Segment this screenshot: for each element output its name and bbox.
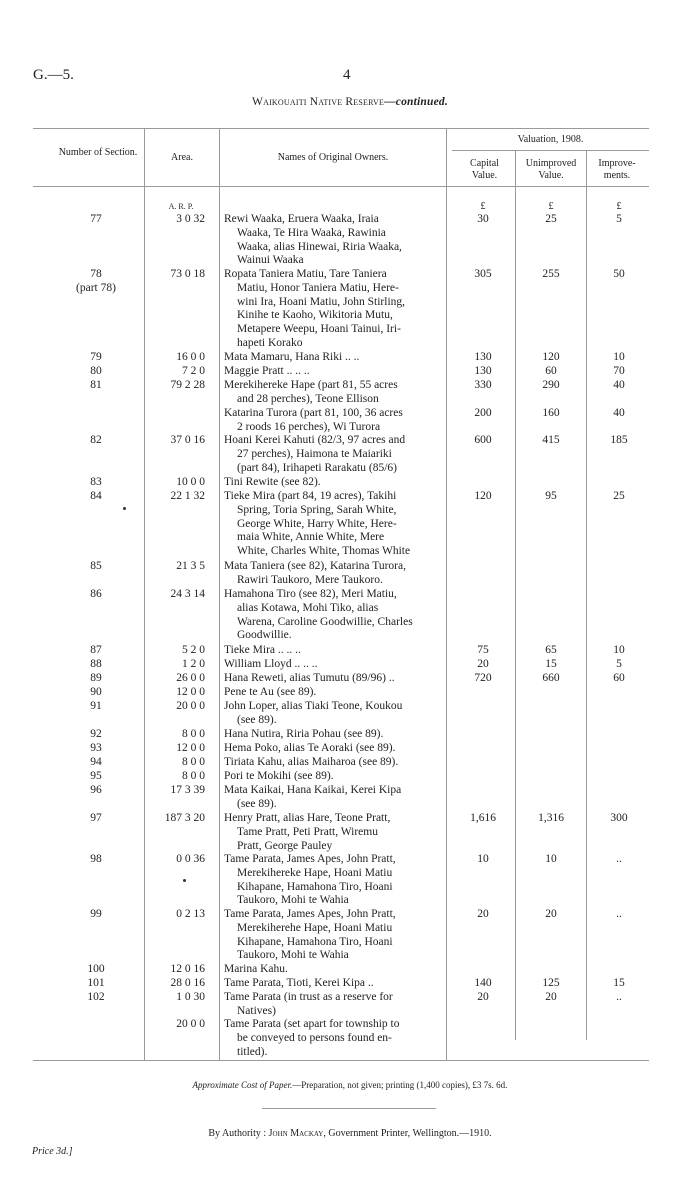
- section-number: 88: [90, 658, 102, 670]
- section-number: 83: [90, 476, 102, 488]
- capital-value: 30: [477, 213, 489, 225]
- area-value: 26 0 0: [176, 672, 205, 684]
- header-section: Number of Section.: [58, 147, 138, 158]
- owner-line: hapeti Korako: [237, 336, 303, 349]
- owner-line: Metapere Weepu, Hoani Tainui, Iri-: [237, 323, 401, 336]
- owner-line: Rawiri Taukoro, Mere Taukoro.: [237, 573, 383, 586]
- header-area: Area.: [171, 152, 193, 163]
- section-number: 94: [90, 756, 102, 768]
- section-number: 77: [90, 213, 102, 225]
- capital-value: 305: [474, 268, 492, 280]
- owner-names: [224, 812, 442, 853]
- price: Price 3d.]: [32, 1146, 73, 1157]
- owner-line: Tame Parata, James Apes, John Pratt,: [224, 908, 396, 920]
- improvements-value: ..: [616, 908, 622, 920]
- section-number: 95: [90, 770, 102, 782]
- owner-line: Maggie Pratt .. .. ..: [224, 365, 310, 377]
- page-number: 4: [343, 67, 351, 83]
- area-value: 1 0 30: [176, 991, 205, 1003]
- capital-currency: £: [480, 201, 486, 212]
- bottom-rule: [33, 1060, 649, 1061]
- owner-line: Tini Rewite (see 82).: [224, 476, 321, 488]
- owner-line: Tieke Mira .. .. ..: [224, 644, 301, 656]
- header-bottom-rule: [33, 186, 649, 187]
- column-rule-3: [446, 128, 447, 1060]
- improvements-value: 300: [610, 812, 628, 824]
- unimproved-value: 65: [545, 644, 557, 656]
- print-speck: [183, 879, 186, 882]
- improvements-value: ..: [616, 853, 622, 865]
- owner-line: Taukoro, Mohi te Wahia: [237, 949, 349, 962]
- unimproved-value: 10: [545, 853, 557, 865]
- owner-line: Mata Taniera (see 82), Katarina Turora,: [224, 560, 406, 572]
- area-value: 8 0 0: [182, 756, 205, 768]
- owner-line: Goodwillie.: [237, 629, 292, 642]
- owner-names: [224, 644, 442, 658]
- owner-line: Kihapane, Hamahona Tiro, Hoani: [237, 880, 393, 893]
- improvements-value: 40: [613, 407, 625, 419]
- unimproved-value: 15: [545, 658, 557, 670]
- owner-names: [224, 991, 442, 1019]
- owner-line: Kinihe te Kaoho, Wikitoria Mutu,: [237, 309, 393, 322]
- owner-names: [224, 963, 442, 977]
- owner-line: 2 roods 16 perches), Wi Turora: [237, 420, 381, 433]
- area-value: 73 0 18: [170, 268, 205, 280]
- section-number: 82: [90, 434, 102, 446]
- unimproved-value: 20: [545, 991, 557, 1003]
- capital-value: 130: [474, 365, 492, 377]
- table-title-main: Waikouaiti Native Reserve: [252, 96, 385, 108]
- authority-suffix: , Government Printer, Wellington.—1910.: [323, 1128, 492, 1139]
- owner-line: Ropata Taniera Matiu, Tare Taniera: [224, 268, 387, 280]
- capital-value: 20: [477, 908, 489, 920]
- area-value: 22 1 32: [170, 490, 205, 502]
- improvements-value: 70: [613, 365, 625, 377]
- unimproved-value: 125: [542, 977, 560, 989]
- authority-name: John Mackay: [268, 1128, 324, 1139]
- section-sub: (part 78): [76, 281, 116, 294]
- owner-line: (see 89).: [237, 713, 277, 726]
- owner-names: [224, 407, 442, 435]
- unimproved-value: 660: [542, 672, 560, 684]
- owner-line: maia White, Annie White, Mere: [237, 531, 385, 544]
- owner-line: Merekiherehe Hape, Hoani Matiu: [237, 921, 393, 934]
- capital-value: 1,616: [470, 812, 496, 824]
- owner-line: Merekihereke Hape, Hoani Matiu: [237, 866, 393, 879]
- unimproved-value: 290: [542, 379, 560, 391]
- owner-line: Hoani Kerei Kahuti (82/3, 97 acres and: [224, 434, 406, 446]
- owner-line: Wainui Waaka: [237, 254, 304, 267]
- section-number: 87: [90, 644, 102, 656]
- area-value: 79 2 28: [170, 379, 205, 391]
- area-value: 37 0 16: [170, 434, 205, 446]
- unimproved-value: 25: [545, 213, 557, 225]
- owner-line: Tieke Mira (part 84, 19 acres), Takihi: [224, 490, 397, 502]
- improvements-currency: £: [616, 201, 622, 212]
- section-number: 86: [90, 588, 102, 600]
- owner-names: [224, 742, 442, 756]
- owner-names: [224, 1018, 442, 1059]
- cost-note-label: Approximate Cost of Paper.: [192, 1080, 293, 1090]
- section-number: 80: [90, 365, 102, 377]
- section-number: 101: [87, 977, 105, 989]
- area-value: 8 0 0: [182, 728, 205, 740]
- owner-names: [224, 686, 442, 700]
- cost-note-text: —Preparation, not given; printing (1,400 copies), £3 7s. 6d.: [292, 1080, 508, 1090]
- section-number: 79: [90, 351, 102, 363]
- owner-line: Matiu, Honor Taniera Matiu, Here-: [237, 281, 399, 294]
- improvements-value: 185: [610, 434, 628, 446]
- owner-names: [224, 728, 442, 742]
- capital-value: 200: [474, 407, 492, 419]
- header-capital: Capital Value.: [470, 158, 499, 181]
- area-value: 24 3 14: [170, 588, 205, 600]
- header-owners: Names of Original Owners.: [277, 152, 389, 163]
- section-number: 78 (part 78): [48, 268, 144, 296]
- owner-names: [224, 977, 442, 991]
- table-title-continued: —continued.: [384, 96, 448, 108]
- owner-line: William Lloyd .. .. ..: [224, 658, 318, 670]
- capital-value: 140: [474, 977, 492, 989]
- owner-names: [224, 560, 442, 588]
- owner-line: Pratt, George Pauley: [237, 839, 333, 852]
- owner-line: Pori te Mokihi (see 89).: [224, 770, 334, 782]
- owner-names: [224, 588, 442, 643]
- header-improvements: Improve-ments.: [598, 158, 636, 181]
- improvements-value: 5: [616, 658, 622, 670]
- section-number: 102: [87, 991, 105, 1003]
- section-number: 90: [90, 686, 102, 698]
- area-value: 12 0 16: [170, 963, 205, 975]
- owner-line: and 28 perches), Teone Ellison: [237, 392, 379, 405]
- unimproved-currency: £: [548, 201, 554, 212]
- owner-line: Henry Pratt, alias Hare, Teone Pratt,: [224, 812, 391, 824]
- capital-value: 130: [474, 351, 492, 363]
- unimproved-value: 1,316: [538, 812, 564, 824]
- unimproved-value: 415: [542, 434, 560, 446]
- improvements-value: 25: [613, 490, 625, 502]
- owner-line: be conveyed to persons found en-: [237, 1031, 392, 1044]
- owner-line: Waaka, alias Hinewai, Riria Waaka,: [237, 240, 402, 253]
- unimproved-value: 95: [545, 490, 557, 502]
- owner-names: [224, 770, 442, 784]
- doc-code: G.—5.: [33, 67, 74, 83]
- improvements-value: ..: [616, 991, 622, 1003]
- owner-line: Kihapane, Hamahona Tiro, Hoani: [237, 935, 393, 948]
- valuation-rule: [452, 150, 649, 151]
- area-units: A. R. P.: [168, 202, 194, 211]
- improvements-value: 10: [613, 351, 625, 363]
- owner-names: [224, 672, 442, 686]
- area-value: 187 3 20: [164, 812, 205, 824]
- capital-value: 720: [474, 672, 492, 684]
- owner-line: Rewi Waaka, Eruera Waaka, Iraia: [224, 213, 379, 225]
- area-value: 3 0 32: [176, 213, 205, 225]
- area-value: 28 0 16: [170, 977, 205, 989]
- section-number: 99: [90, 908, 102, 920]
- section-number: 85: [90, 560, 102, 572]
- footer-rule: [262, 1108, 436, 1109]
- owner-names: [224, 365, 442, 379]
- section-number: 100: [87, 963, 105, 975]
- owner-line: Hana Reweti, alias Tumutu (89/96) ..: [224, 672, 395, 684]
- capital-value: 10: [477, 853, 489, 865]
- area-value: 16 0 0: [176, 351, 205, 363]
- owner-line: Tame Parata (in trust as a reserve for: [224, 991, 393, 1003]
- area-value: 20 0 0: [176, 700, 205, 712]
- unimproved-value: 60: [545, 365, 557, 377]
- area-value: 12 0 0: [176, 686, 205, 698]
- capital-value: 20: [477, 991, 489, 1003]
- owner-names: [224, 379, 442, 407]
- area-value: 20 0 0: [176, 1018, 205, 1030]
- capital-value: 20: [477, 658, 489, 670]
- column-rule-5: [586, 150, 587, 1040]
- owner-names: [224, 700, 442, 728]
- improvements-value: 50: [613, 268, 625, 280]
- unimproved-value: 120: [542, 351, 560, 363]
- improvements-value: 10: [613, 644, 625, 656]
- owner-names: [224, 476, 442, 490]
- area-value: 0 0 36: [176, 853, 205, 865]
- print-speck: [123, 507, 126, 510]
- improvements-value: 15: [613, 977, 625, 989]
- owner-line: Tame Pratt, Peti Pratt, Wiremu: [237, 825, 378, 838]
- area-value: 21 3 5: [176, 560, 205, 572]
- section-number: 84: [90, 490, 102, 502]
- owner-line: Hamahona Tiro (see 82), Meri Matiu,: [224, 588, 397, 600]
- table-title: [0, 96, 700, 108]
- owner-names: [224, 853, 442, 908]
- column-rule-2: [219, 128, 220, 1060]
- area-value: 7 2 0: [182, 365, 205, 377]
- owner-line: Marina Kahu.: [224, 963, 288, 975]
- owner-names: [224, 268, 442, 351]
- section-number: 96: [90, 784, 102, 796]
- capital-value: 120: [474, 490, 492, 502]
- owner-line: titled).: [237, 1045, 268, 1058]
- area-value: 12 0 0: [176, 742, 205, 754]
- owner-line: Waaka, Te Hira Waaka, Rawinia: [237, 226, 386, 239]
- owner-names: [224, 756, 442, 770]
- section-number: 93: [90, 742, 102, 754]
- area-value: 10 0 0: [176, 476, 205, 488]
- owner-line: White, Charles White, Thomas White: [237, 545, 411, 558]
- unimproved-value: 160: [542, 407, 560, 419]
- area-value: 5 2 0: [182, 644, 205, 656]
- owner-names: [224, 351, 442, 365]
- improvements-value: 40: [613, 379, 625, 391]
- owner-names: [224, 490, 442, 559]
- owner-names: [224, 784, 442, 812]
- owner-line: 27 perches), Haimona te Maiariki: [237, 447, 392, 460]
- owner-line: Merekihereke Hape (part 81, 55 acres: [224, 379, 398, 391]
- owner-line: Spring, Toria Spring, Sarah White,: [237, 503, 397, 516]
- owner-names: [224, 213, 442, 268]
- section-number: 81: [90, 379, 102, 391]
- owner-line: Warena, Caroline Goodwillie, Charles: [237, 615, 413, 628]
- improvements-value: 60: [613, 672, 625, 684]
- improvements-value: 5: [616, 213, 622, 225]
- owner-names: [224, 908, 442, 963]
- section-number: 98: [90, 853, 102, 865]
- owner-names: [224, 434, 442, 475]
- unimproved-value: 255: [542, 268, 560, 280]
- section-number: 91: [90, 700, 102, 712]
- top-rule: [33, 128, 649, 129]
- area-value: 17 3 39: [170, 784, 205, 796]
- owner-line: (see 89).: [237, 797, 277, 810]
- cost-note: [0, 1080, 700, 1090]
- area-value: 8 0 0: [182, 770, 205, 782]
- capital-value: 600: [474, 434, 492, 446]
- unimproved-value: 20: [545, 908, 557, 920]
- owner-line: Pene te Au (see 89).: [224, 686, 317, 698]
- area-value: 0 2 13: [176, 908, 205, 920]
- section-number: 92: [90, 728, 102, 740]
- owner-line: John Loper, alias Tiaki Teone, Koukou: [224, 700, 403, 712]
- owner-line: Tame Parata, Tioti, Kerei Kipa ..: [224, 977, 374, 989]
- authority-line: [0, 1128, 700, 1139]
- capital-value: 330: [474, 379, 492, 391]
- capital-value: 75: [477, 644, 489, 656]
- owner-line: wini Ira, Hoani Matiu, John Stirling,: [237, 295, 406, 308]
- owner-line: George White, Harry White, Here-: [237, 517, 397, 530]
- owner-line: Mata Mamaru, Hana Riki .. ..: [224, 351, 360, 363]
- owner-line: Tiriata Kahu, alias Maiharoa (see 89).: [224, 756, 399, 768]
- section-number: 89: [90, 672, 102, 684]
- owner-line: alias Kotawa, Mohi Tiko, alias: [237, 601, 379, 614]
- header-valuation: Valuation, 1908.: [517, 134, 584, 145]
- owner-line: Natives): [237, 1004, 276, 1017]
- owner-names: [224, 658, 442, 672]
- owner-line: Hana Nutira, Riria Pohau (see 89).: [224, 728, 384, 740]
- owner-line: Tame Parata (set apart for township to: [224, 1018, 400, 1030]
- owner-line: Katarina Turora (part 81, 100, 36 acres: [224, 407, 403, 419]
- section-number: 97: [90, 812, 102, 824]
- owner-line: (part 84), Irihapeti Rarakatu (85/6): [237, 461, 397, 474]
- authority-prefix: By Authority :: [208, 1128, 267, 1139]
- header-unimproved: Unimproved Value.: [525, 158, 577, 181]
- owner-line: Hema Poko, alias Te Aoraki (see 89).: [224, 742, 396, 754]
- column-rule-4: [515, 150, 516, 1040]
- owner-line: Taukoro, Mohi te Wahia: [237, 894, 349, 907]
- owner-line: Tame Parata, James Apes, John Pratt,: [224, 853, 396, 865]
- area-value: 1 2 0: [182, 658, 205, 670]
- owner-line: Mata Kaikai, Hana Kaikai, Kerei Kipa: [224, 784, 402, 796]
